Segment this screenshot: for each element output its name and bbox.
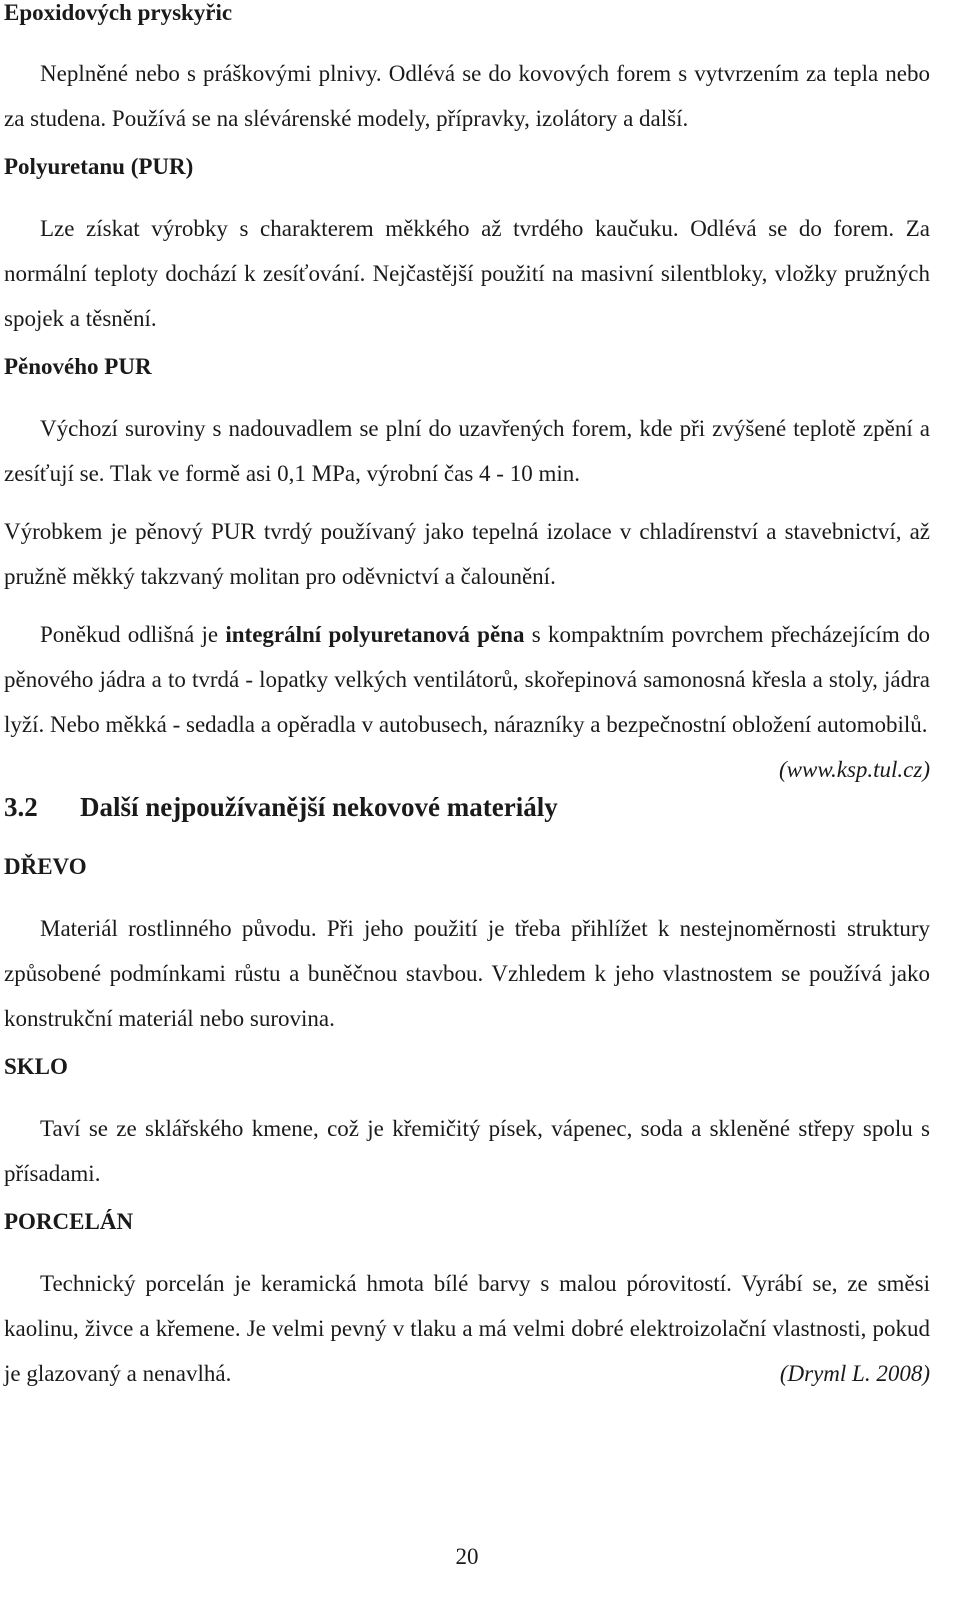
chapter-title: Další nejpoužívanější nekovové materiály — [80, 792, 558, 822]
paragraph-drevo: Materiál rostlinného původu. Při jeho použití je třeba přihlížet k nestejnoměrnosti struktury způsobené podmínkami růstu a buněčnou stavbou. Vzhledem k jeho vlastnostem se používá jako konstrukční materiál nebo surovina. — [4, 916, 930, 1031]
paragraph-penovy-3-start: Poněkud odlišná je — [40, 622, 226, 647]
paragraph-penovy-3 — [4, 612, 930, 782]
heading-epoxid: Epoxidových pryskyřic — [4, 0, 233, 25]
citation-ksp: (www.ksp.tul.cz) — [779, 757, 930, 782]
heading-penovy-pur: Pěnového PUR — [4, 354, 152, 379]
chapter-heading — [4, 791, 930, 823]
heading-porcelan: PORCELÁN — [4, 1209, 134, 1234]
heading-drevo: DŘEVO — [4, 854, 87, 879]
citation-dryml: (Dryml L. 2008) — [779, 1361, 930, 1386]
paragraph-porcelan — [4, 1261, 930, 1396]
paragraph-porcelan-text: Technický porcelán je keramická hmota bílé barvy s malou pórovitostí. Vyrábí se, ze směsi kaolinu, živce a křemene. Je velmi pevný v tlaku a má velmi dobré elektroizolační vlastnosti, pokud je glazovaný a nenavlhá. — [4, 1271, 930, 1386]
document-page — [4, 0, 930, 1396]
heading-pur: Polyuretanu (PUR) — [4, 154, 194, 179]
heading-sklo: SKLO — [4, 1054, 68, 1079]
paragraph-penovy-1: Výchozí suroviny s nadouvadlem se plní do uzavřených forem, kde při zvýšené teplotě zpění a zesíťují se. Tlak ve formě asi 0,1 MPa, výrobní čas 4 - 10 min. — [4, 416, 930, 486]
paragraph-epoxid: Neplněné nebo s práškovými plnivy. Odlévá se do kovových forem s vytvrzením za tepla nebo za studena. Používá se na slévárenské modely, přípravky, izolátory a další. — [4, 61, 930, 131]
paragraph-sklo: Taví se ze sklářského kmene, což je křemičitý písek, vápenec, soda a skleněné střepy spolu s přísadami. — [4, 1116, 930, 1186]
paragraph-penovy-3-rest: s kompaktním povrchem přecházejícím do pěnového jádra a to tvrdá - lopatky velkých ventilátorů, skořepinová samonosná křesla a stoly, jádra lyží. Nebo měkká - sedadla a opěradla v autobusech, nárazníky a bezpečnostní obložení automobilů. — [4, 622, 930, 737]
paragraph-pur: Lze získat výrobky s charakterem měkkého až tvrdého kaučuku. Odlévá se do forem. Za normální teploty dochází k zesíťování. Nejčastější použití na masivní silentbloky, vložky pružných spojek a těsnění. — [4, 216, 930, 331]
paragraph-penovy-2: Výrobkem je pěnový PUR tvrdý používaný jako tepelná izolace v chladírenství a stavebnictví, až pružně měkký takzvaný molitan pro oděvnictví a čalounění. — [4, 519, 930, 589]
chapter-number: 3.2 — [4, 792, 38, 822]
integral-foam-term: integrální polyuretanová pěna — [225, 622, 525, 647]
page-number: 20 — [455, 1544, 479, 1569]
